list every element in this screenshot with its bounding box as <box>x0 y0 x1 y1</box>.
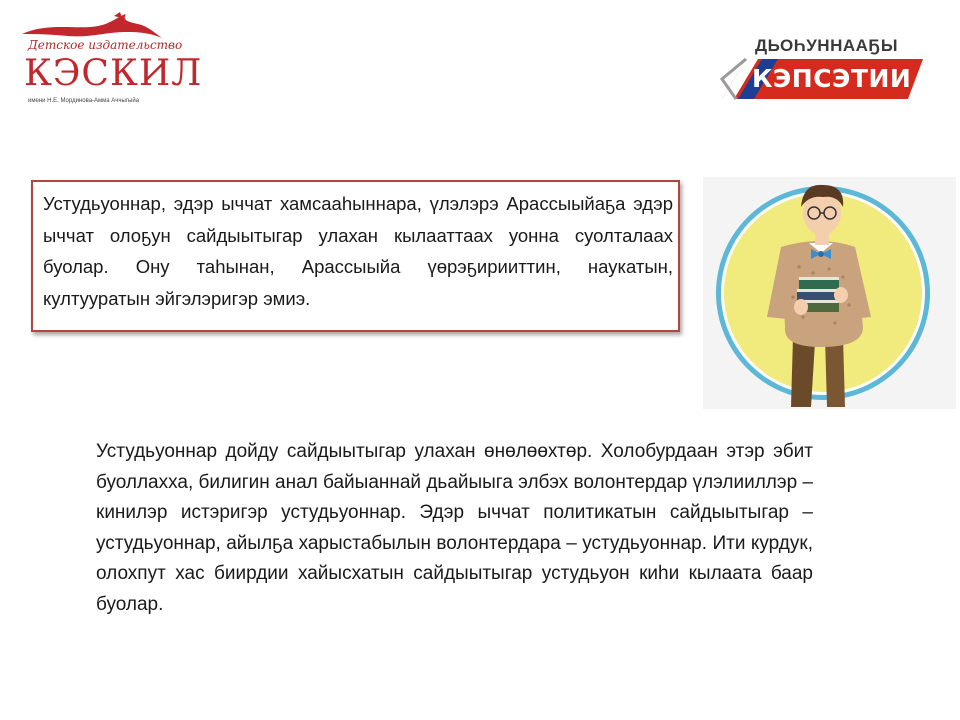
brand-top-line: ДЬОҺУННААҔЫ <box>754 36 898 55</box>
publisher-logo <box>18 12 203 104</box>
highlight-text: Устудьуоннар, эдэр ыччат хамсааһыннара, үлэлэрэ Арассыыйаҕа эдэр ыччат олоҕун сайдыытыгар улахан кылааттаах уонна суолталаах буолар. Ону таһынан, Арассыыйа үөрэҕирииттин, наукатын, култууратын эйгэлэригэр эмиэ. <box>43 193 673 309</box>
logo-tagline: Детское издательство <box>28 38 183 52</box>
brand-bottom-line: КЭПСЭТИИ <box>752 64 912 93</box>
student-illustration <box>703 177 956 409</box>
logo-wordmark: КЭСКИЛ <box>24 53 203 94</box>
logo-subline: имени Н.Е. Мординова-Амма Аччыгыйа <box>28 98 140 104</box>
body-paragraph: Устудьуоннар дойду сайдыытыгар улахан өнөлөөхтөр. Холобурдаан этэр эбит буоллахха, билигин анал байыаннай дьайыыга элбэх волонтердар үлэлииллэр – кинилэр истэригэр устудьуоннар. Эдэр ыччат политикатын сайдыытыгар – устудьуоннар, айылҕа харыстабылын волонтердара – устудьуоннар. Ити курдук, олохпут хас биирдии хайысхатын сайдыытыгар устудьуон киһи кылаата баар буолар. <box>96 441 813 615</box>
highlight-box <box>31 180 680 332</box>
brand-logo <box>718 36 928 100</box>
